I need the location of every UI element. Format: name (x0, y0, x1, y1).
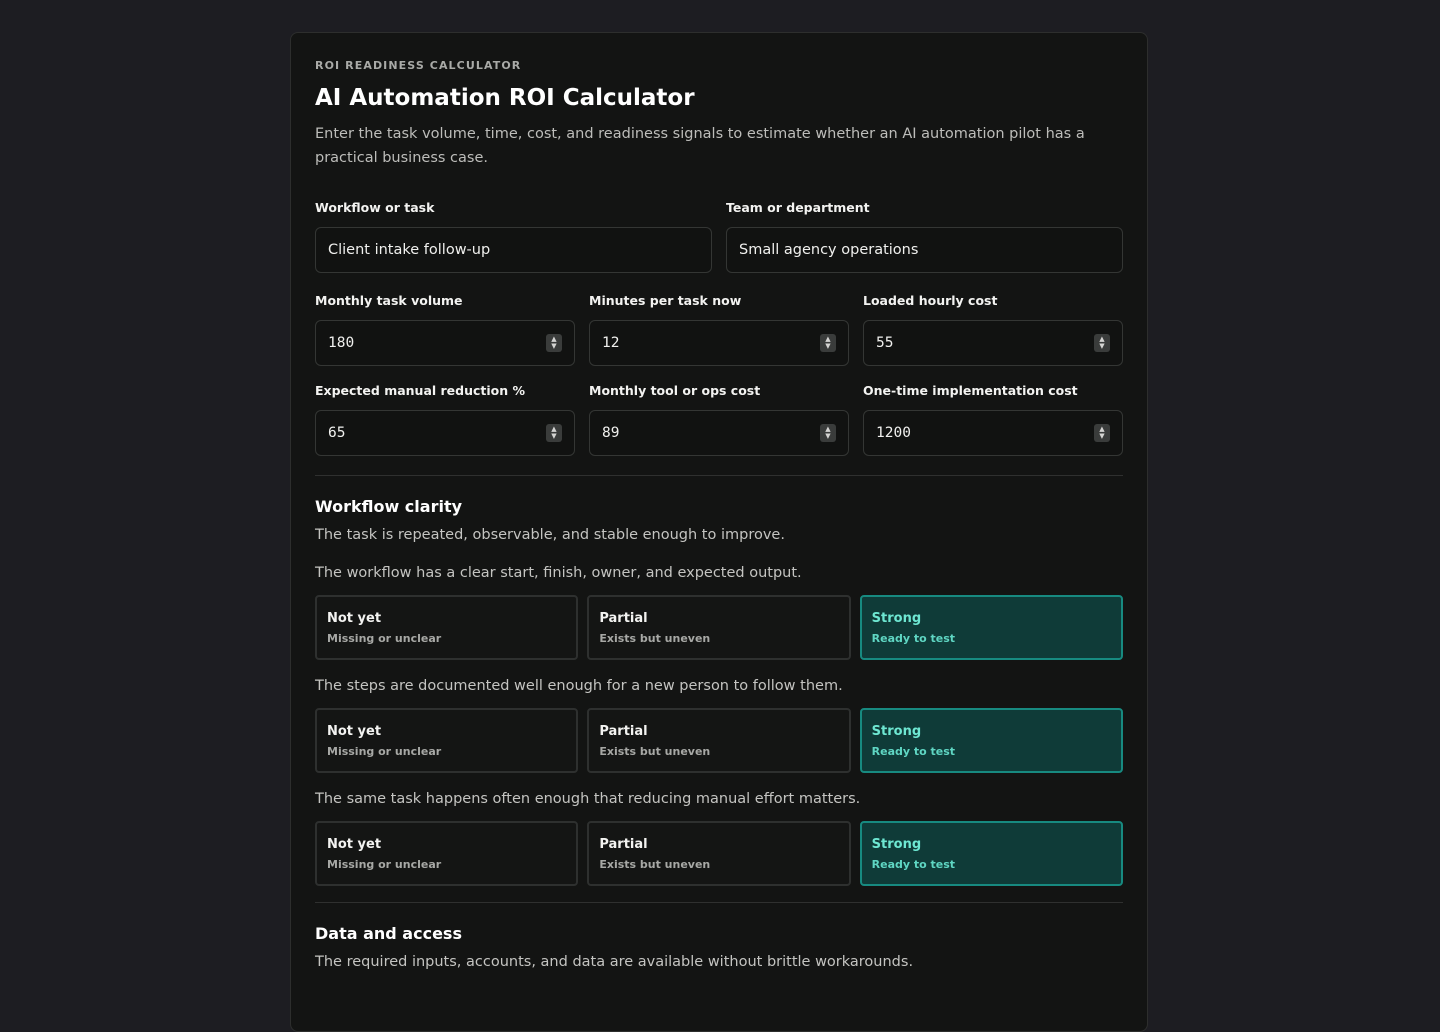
option-subtitle: Exists but uneven (599, 745, 711, 758)
stepper-icon[interactable]: ▲ ▼ (1094, 334, 1110, 352)
tool-cost-label: Monthly tool or ops cost (589, 383, 761, 398)
monthly-volume-field (315, 293, 575, 366)
minutes-per-task-field (589, 293, 849, 366)
option-strong[interactable] (860, 595, 1123, 660)
option-not-yet[interactable] (315, 708, 578, 773)
section-divider (315, 902, 1123, 903)
workflow-input-value: Client intake follow-up (328, 242, 491, 258)
option-strong[interactable] (860, 708, 1123, 773)
eyebrow-label: ROI READINESS CALCULATOR (315, 59, 522, 72)
number-fields-row-2 (315, 383, 1123, 456)
team-field (726, 200, 1123, 273)
calculator-card (290, 32, 1148, 1032)
implementation-cost-input[interactable] (863, 410, 1123, 456)
hourly-cost-value: 55 (876, 335, 894, 351)
team-input[interactable] (726, 227, 1123, 273)
tool-cost-field (589, 383, 849, 456)
tool-cost-value: 89 (602, 425, 620, 441)
hourly-cost-input[interactable] (863, 320, 1123, 366)
stepper-icon[interactable]: ▲ ▼ (546, 424, 562, 442)
option-title: Not yet (327, 611, 382, 626)
minutes-per-task-value: 12 (602, 335, 620, 351)
section-desc-data-and-access: The required inputs, accounts, and data are available without brittle workarounds. (315, 954, 914, 970)
option-subtitle: Exists but uneven (599, 858, 711, 871)
monthly-volume-input[interactable] (315, 320, 575, 366)
manual-reduction-value: 65 (328, 425, 346, 441)
option-subtitle: Missing or unclear (327, 858, 442, 871)
team-label: Team or department (726, 200, 870, 215)
option-subtitle: Ready to test (871, 745, 956, 758)
answer-options (315, 708, 1123, 773)
stepper-icon[interactable]: ▲ ▼ (1094, 424, 1110, 442)
intro-text: Enter the task volume, time, cost, and readiness signals to estimate whether an AI automation pilot has a practical business case. (315, 126, 1085, 166)
option-not-yet[interactable] (315, 595, 578, 660)
page-title: AI Automation ROI Calculator (315, 85, 695, 111)
stepper-icon[interactable]: ▲ ▼ (820, 424, 836, 442)
section-title-workflow-clarity: Workflow clarity (315, 497, 463, 516)
manual-reduction-label: Expected manual reduction % (315, 383, 526, 398)
option-partial[interactable] (587, 595, 850, 660)
answer-options (315, 595, 1123, 660)
minutes-per-task-label: Minutes per task now (589, 293, 742, 308)
option-title: Not yet (327, 724, 382, 739)
option-partial[interactable] (587, 821, 850, 886)
option-not-yet[interactable] (315, 821, 578, 886)
implementation-cost-field (863, 383, 1123, 456)
option-title: Partial (599, 837, 648, 852)
workflow-input[interactable] (315, 227, 712, 273)
hourly-cost-label: Loaded hourly cost (863, 293, 998, 308)
question-text: The same task happens often enough that reducing manual effort matters. (315, 791, 861, 807)
option-title: Strong (871, 724, 922, 739)
stepper-icon[interactable]: ▲ ▼ (820, 334, 836, 352)
option-title: Partial (599, 724, 648, 739)
implementation-cost-label: One-time implementation cost (863, 383, 1078, 398)
option-title: Strong (871, 611, 922, 626)
section-divider (315, 475, 1123, 476)
option-subtitle: Missing or unclear (327, 632, 442, 645)
hourly-cost-field (863, 293, 1123, 366)
question-text: The steps are documented well enough for a new person to follow them. (315, 678, 843, 694)
option-title: Strong (871, 837, 922, 852)
option-subtitle: Missing or unclear (327, 745, 442, 758)
workflow-field (315, 200, 712, 273)
implementation-cost-value: 1200 (876, 425, 911, 441)
workflow-label: Workflow or task (315, 200, 435, 215)
option-partial[interactable] (587, 708, 850, 773)
section-desc-workflow-clarity: The task is repeated, observable, and stable enough to improve. (315, 527, 785, 543)
tool-cost-input[interactable] (589, 410, 849, 456)
monthly-volume-label: Monthly task volume (315, 293, 463, 308)
team-input-value: Small agency operations (739, 242, 919, 258)
option-subtitle: Ready to test (871, 632, 956, 645)
option-subtitle: Exists but uneven (599, 632, 711, 645)
option-strong[interactable] (860, 821, 1123, 886)
option-subtitle: Ready to test (871, 858, 956, 871)
text-fields-row (315, 200, 1123, 273)
answer-options (315, 821, 1123, 886)
option-title: Not yet (327, 837, 382, 852)
number-fields-row-1 (315, 293, 1123, 366)
option-title: Partial (599, 611, 648, 626)
stepper-icon[interactable]: ▲ ▼ (546, 334, 562, 352)
manual-reduction-field (315, 383, 575, 456)
question-text: The workflow has a clear start, finish, owner, and expected output. (315, 565, 802, 581)
minutes-per-task-input[interactable] (589, 320, 849, 366)
manual-reduction-input[interactable] (315, 410, 575, 456)
monthly-volume-value: 180 (328, 335, 355, 351)
section-title-data-and-access: Data and access (315, 924, 462, 943)
